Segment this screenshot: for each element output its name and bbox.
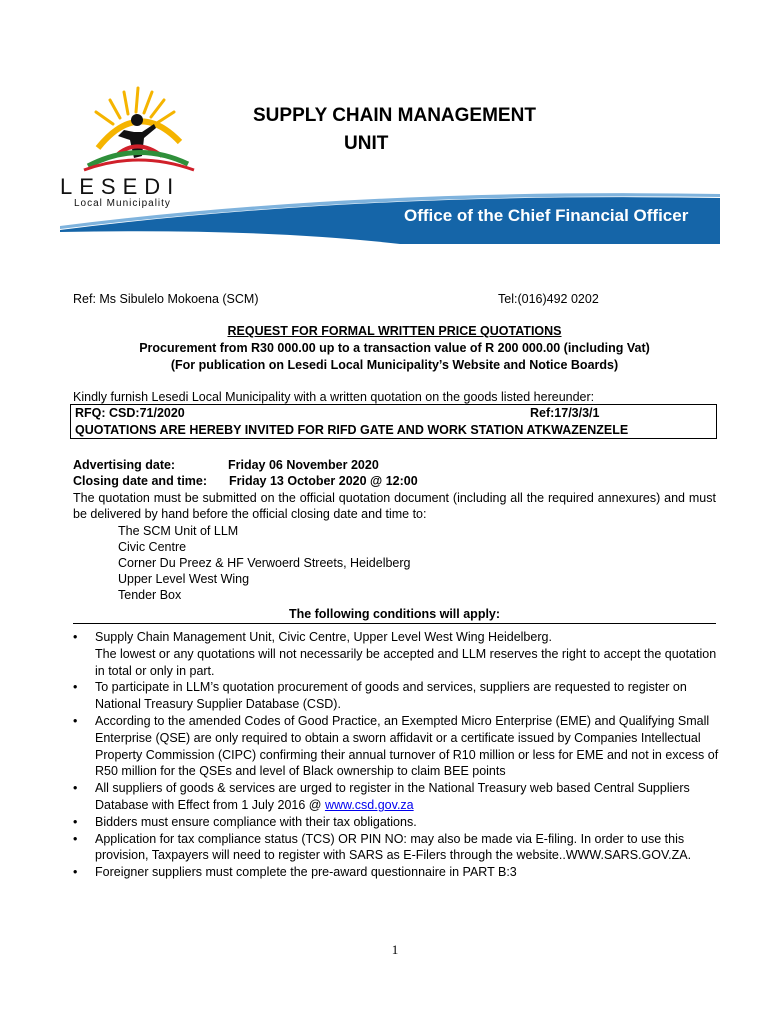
logo-subtitle: Local Municipality [74, 198, 171, 208]
submission-instructions: The quotation must be submitted on the official quotation document (including all the required annexures) and must be delivered by hand before the official closing date and time to: [73, 491, 716, 521]
advertising-date-label: Advertising date: [73, 458, 176, 472]
condition-text: The lowest or any quotations will not necessarily be accepted and LLM reserves the right to accept the quotation in total or only in part. [95, 646, 717, 678]
rfq-invitation: QUOTATIONS ARE HEREBY INVITED FOR RIFD GATE AND WORK STATION ATKWAZENZELE [75, 423, 629, 437]
csd-link[interactable]: www.csd.gov.za [324, 797, 414, 812]
conditions-list [73, 629, 723, 881]
advertising-date-value: Friday 06 November 2020 [228, 458, 379, 472]
list-item: • Application for tax compliance status (TCS) OR PIN NO: may also be made via E-filing. In order to use this provision, Taxpayers will need to register with SARS as E-Filers through the website..WWW.SARS.GOV.ZA. [73, 831, 723, 865]
cfo-banner-text: Office of the Chief Financial Officer [404, 206, 689, 225]
list-item: • To participate in LLM’s quotation procurement of goods and services, suppliers are requested to register on National Treasury Supplier Database (CSD). [73, 679, 723, 713]
list-item [73, 629, 723, 679]
delivery-address [118, 523, 411, 603]
rfq-number: RFQ: CSD:71/2020 [75, 406, 185, 420]
request-intro: Kindly furnish Lesedi Local Municipality with a written quotation on the goods listed hereunder: [73, 390, 595, 404]
address-line: Civic Centre [118, 540, 187, 554]
closing-date-label: Closing date and time: [73, 474, 208, 488]
conditions-heading: The following conditions will apply: [288, 607, 501, 621]
contact-tel: Tel:(016)492 0202 [498, 292, 599, 306]
condition-text: All suppliers of goods & services are urged to register in the National Treasury web based Central Suppliers Database with Effect from 1 July 2016 @ [95, 781, 690, 812]
request-publication: (For publication on Lesedi Local Municipality’s Website and Notice Boards) [170, 358, 619, 372]
conditions-divider [73, 623, 716, 624]
page-title: SUPPLY CHAIN MANAGEMENT [253, 105, 536, 126]
address-line: Tender Box [118, 588, 182, 602]
contact-ref: Ref: Ms Sibulelo Mokoena (SCM) [73, 292, 259, 306]
address-line: Upper Level West Wing [118, 572, 250, 586]
condition-text: Supply Chain Management Unit, Civic Centre, Upper Level West Wing Heidelberg. [95, 630, 552, 644]
list-item: • According to the amended Codes of Good Practice, an Exempted Micro Enterprise (EME) and Qualifying Small Enterprise (QSE) are only required to obtain a sworn affidavit or a certificate issued by Companies Intellectual Property Commission (CIPC) confirming their annual turnover of R10 million or less for EME and not in excess of R50 million for the QSEs and level of Black ownership to claim BEE points [73, 713, 723, 780]
page-number: 1 [391, 942, 399, 957]
logo-name: LESEDI [60, 174, 181, 199]
list-item: • Bidders must ensure compliance with their tax obligations. [73, 814, 723, 831]
list-item [73, 780, 723, 814]
request-title: REQUEST FOR FORMAL WRITTEN PRICE QUOTATIONS [227, 324, 562, 338]
address-line: Corner Du Preez & HF Verwoerd Streets, Heidelberg [118, 556, 411, 570]
request-procurement: Procurement from R30 000.00 up to a transaction value of R 200 000.00 (including Vat) [139, 341, 650, 355]
address-line: The SCM Unit of LLM [118, 524, 239, 538]
closing-date-value: Friday 13 October 2020 @ 12:00 [229, 474, 418, 488]
list-item: • Foreigner suppliers must complete the pre-award questionnaire in PART B:3 [73, 864, 723, 881]
rfq-ref: Ref:17/3/3/1 [530, 406, 600, 420]
page-title-line2: UNIT [344, 133, 389, 154]
